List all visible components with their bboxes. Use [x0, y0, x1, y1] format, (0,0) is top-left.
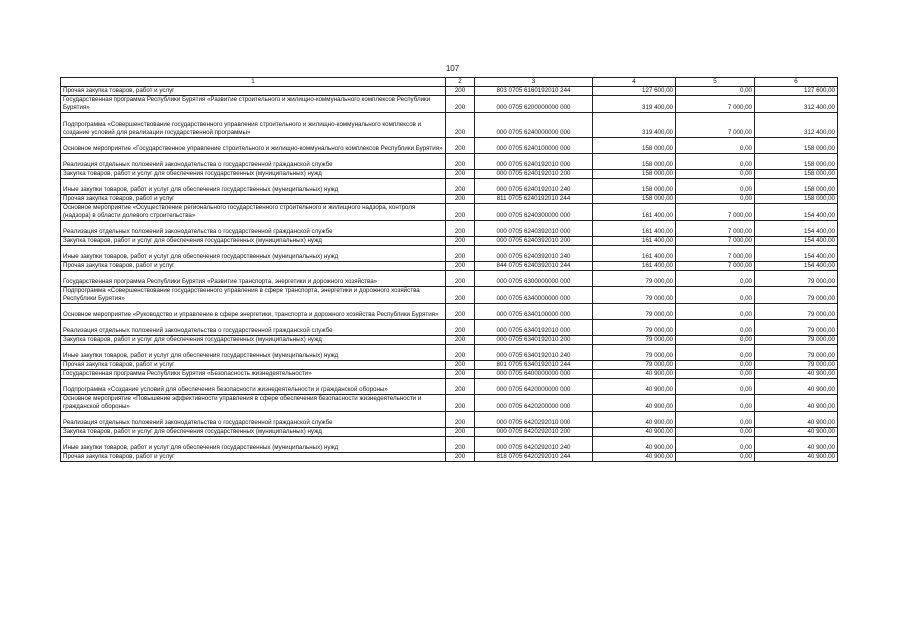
row-name-cell: Государственная программа Республики Бурятия «Развитие строительного и жилищно-коммунального комплексов Республики Бурятия»	[61, 96, 446, 113]
row-section-cell: 200	[446, 287, 475, 304]
row-total-cell: 154 400,00	[755, 237, 838, 246]
row-code-cell: 000 0705 6240192010 240	[475, 179, 593, 195]
row-section-cell: 200	[446, 138, 475, 154]
row-change-cell: 0,00	[676, 138, 755, 154]
row-amount-cell: 158 000,00	[593, 138, 676, 154]
row-name-cell: Прочая закупка товаров, работ и услуг	[61, 195, 446, 204]
row-section-cell: 200	[446, 195, 475, 204]
row-total-cell: 40 900,00	[755, 428, 838, 437]
row-total-cell: 79 000,00	[755, 304, 838, 320]
table-row	[61, 370, 838, 379]
table-row	[61, 428, 838, 437]
row-section-cell: 200	[446, 87, 475, 96]
row-code-cell: 000 0705 6400000000 000	[475, 370, 593, 379]
row-code-cell: 000 0705 6300000000 000	[475, 271, 593, 287]
row-code-cell: 000 0705 6420292010 200	[475, 428, 593, 437]
column-header-1: 1	[61, 78, 446, 87]
row-total-cell: 158 000,00	[755, 138, 838, 154]
row-amount-cell: 40 900,00	[593, 437, 676, 453]
row-change-cell: 0,00	[676, 428, 755, 437]
row-amount-cell: 79 000,00	[593, 287, 676, 304]
row-section-cell: 200	[446, 154, 475, 170]
row-change-cell: 0,00	[676, 345, 755, 361]
row-code-cell: 000 0705 6240300000 000	[475, 204, 593, 221]
row-code-cell: 000 0705 6240192010 000	[475, 154, 593, 170]
row-total-cell: 154 400,00	[755, 221, 838, 237]
page-number: 107	[445, 64, 460, 73]
table-row	[61, 138, 838, 154]
row-change-cell: 0,00	[676, 304, 755, 320]
row-section-cell: 200	[446, 320, 475, 336]
row-total-cell: 312 400,00	[755, 113, 838, 138]
row-amount-cell: 158 000,00	[593, 179, 676, 195]
row-code-cell: 000 0705 6340192010 200	[475, 336, 593, 345]
row-amount-cell: 161 400,00	[593, 237, 676, 246]
row-amount-cell: 158 000,00	[593, 154, 676, 170]
table-row	[61, 204, 838, 221]
row-amount-cell: 40 900,00	[593, 379, 676, 395]
row-section-cell: 200	[446, 204, 475, 221]
table-body	[61, 87, 838, 462]
row-name-cell: Государственная программа Республики Бурятия «Развитие транспорта, энергетики и дорожного хозяйства»	[61, 271, 446, 287]
row-amount-cell: 161 400,00	[593, 262, 676, 271]
row-amount-cell: 79 000,00	[593, 320, 676, 336]
row-name-cell: Иные закупки товаров, работ и услуг для обеспечения государственных (муниципальных) нужд	[61, 179, 446, 195]
row-change-cell: 0,00	[676, 287, 755, 304]
row-name-cell: Реализация отдельных положений законодательства о государственной гражданской службе	[61, 412, 446, 428]
row-code-cell: 000 0705 6340000000 000	[475, 287, 593, 304]
row-name-cell: Прочая закупка товаров, работ и услуг	[61, 262, 446, 271]
row-amount-cell: 319 400,00	[593, 96, 676, 113]
row-total-cell: 158 000,00	[755, 154, 838, 170]
row-amount-cell: 79 000,00	[593, 271, 676, 287]
row-total-cell: 40 900,00	[755, 379, 838, 395]
table-row	[61, 179, 838, 195]
row-name-cell: Закупка товаров, работ и услуг для обеспечения государственных (муниципальных) нужд	[61, 428, 446, 437]
row-code-cell: 000 0705 6420292010 240	[475, 437, 593, 453]
row-name-cell: Прочая закупка товаров, работ и услуг	[61, 361, 446, 370]
row-section-cell: 200	[446, 379, 475, 395]
row-name-cell: Иные закупки товаров, работ и услуг для обеспечения государственных (муниципальных) нужд	[61, 246, 446, 262]
row-amount-cell: 161 400,00	[593, 204, 676, 221]
row-amount-cell: 79 000,00	[593, 361, 676, 370]
row-change-cell: 0,00	[676, 361, 755, 370]
row-amount-cell: 158 000,00	[593, 195, 676, 204]
row-code-cell: 000 0705 6200000000 000	[475, 96, 593, 113]
row-name-cell: Основное мероприятие «Государственное управление строительного и жилищно-коммунального комплексов Республики Бурятия»	[61, 138, 446, 154]
table-row	[61, 87, 838, 96]
row-section-cell: 200	[446, 428, 475, 437]
row-total-cell: 127 600,00	[755, 87, 838, 96]
row-amount-cell: 40 900,00	[593, 428, 676, 437]
column-header-6: 6	[755, 78, 838, 87]
row-total-cell: 154 400,00	[755, 204, 838, 221]
row-amount-cell: 40 900,00	[593, 453, 676, 462]
row-total-cell: 79 000,00	[755, 320, 838, 336]
row-section-cell: 200	[446, 237, 475, 246]
row-section-cell: 200	[446, 395, 475, 412]
row-section-cell: 200	[446, 179, 475, 195]
row-change-cell: 0,00	[676, 320, 755, 336]
column-header-2: 2	[446, 78, 475, 87]
row-name-cell: Иные закупки товаров, работ и услуг для обеспечения государственных (муниципальных) нужд	[61, 437, 446, 453]
table-row	[61, 412, 838, 428]
table-row	[61, 336, 838, 345]
table-header-row	[61, 78, 838, 87]
row-section-cell: 200	[446, 271, 475, 287]
row-total-cell: 158 000,00	[755, 179, 838, 195]
row-name-cell: Иные закупки товаров, работ и услуг для обеспечения государственных (муниципальных) нужд	[61, 345, 446, 361]
row-change-cell: 0,00	[676, 437, 755, 453]
row-amount-cell: 127 600,00	[593, 87, 676, 96]
table-row	[61, 154, 838, 170]
row-section-cell: 200	[446, 262, 475, 271]
column-header-5: 5	[676, 78, 755, 87]
budget-table	[60, 77, 838, 462]
row-name-cell: Прочая закупка товаров, работ и услуг	[61, 87, 446, 96]
row-code-cell: 000 0705 6340192010 240	[475, 345, 593, 361]
row-change-cell: 0,00	[676, 395, 755, 412]
row-change-cell: 7 000,00	[676, 96, 755, 113]
table-row	[61, 320, 838, 336]
row-code-cell: 000 0705 6240000000 000	[475, 113, 593, 138]
row-name-cell: Закупка товаров, работ и услуг для обеспечения государственных (муниципальных) нужд	[61, 237, 446, 246]
row-code-cell: 818 0705 6420292010 244	[475, 453, 593, 462]
row-change-cell: 0,00	[676, 336, 755, 345]
row-name-cell: Подпрограмма «Совершенствование государственного управления в сфере транспорта, энергетики и дорожного хозяйства Республики Бурятия»	[61, 287, 446, 304]
table-row	[61, 379, 838, 395]
row-change-cell: 0,00	[676, 179, 755, 195]
row-section-cell: 200	[446, 361, 475, 370]
table-row	[61, 246, 838, 262]
row-change-cell: 0,00	[676, 87, 755, 96]
row-code-cell: 000 0705 6240192010 200	[475, 170, 593, 179]
row-name-cell: Подпрограмма «Создание условий для обеспечения безопасности жизнедеятельности и гражданской обороны»	[61, 379, 446, 395]
row-code-cell: 801 0705 6340192010 244	[475, 361, 593, 370]
row-amount-cell: 161 400,00	[593, 246, 676, 262]
row-code-cell: 844 0705 6240392010 244	[475, 262, 593, 271]
row-section-cell: 200	[446, 453, 475, 462]
row-name-cell: Основное мероприятие «Руководство и управление в сфере энергетики, транспорта и дорожного хозяйства Республики Бурятия»	[61, 304, 446, 320]
row-change-cell: 0,00	[676, 195, 755, 204]
row-section-cell: 200	[446, 370, 475, 379]
row-code-cell: 000 0705 6240392010 200	[475, 237, 593, 246]
row-name-cell: Государственная программа Республики Бурятия «Безопасность жизнедеятельности»	[61, 370, 446, 379]
table-row	[61, 437, 838, 453]
row-total-cell: 79 000,00	[755, 336, 838, 345]
table-row	[61, 345, 838, 361]
row-name-cell: Реализация отдельных положений законодательства о государственной гражданской службе	[61, 154, 446, 170]
row-total-cell: 79 000,00	[755, 345, 838, 361]
table-row	[61, 395, 838, 412]
row-section-cell: 200	[446, 221, 475, 237]
row-section-cell: 200	[446, 246, 475, 262]
row-amount-cell: 79 000,00	[593, 304, 676, 320]
row-amount-cell: 40 900,00	[593, 395, 676, 412]
row-code-cell: 000 0705 6240392010 240	[475, 246, 593, 262]
table-row	[61, 361, 838, 370]
row-code-cell: 803 0705 6160192010 244	[475, 87, 593, 96]
column-header-3: 3	[475, 78, 593, 87]
row-code-cell: 000 0705 6420292010 000	[475, 412, 593, 428]
row-code-cell: 000 0705 6340192010 000	[475, 320, 593, 336]
row-total-cell: 40 900,00	[755, 370, 838, 379]
row-amount-cell: 40 900,00	[593, 412, 676, 428]
row-change-cell: 0,00	[676, 453, 755, 462]
row-total-cell: 154 400,00	[755, 262, 838, 271]
row-change-cell: 0,00	[676, 370, 755, 379]
row-amount-cell: 161 400,00	[593, 221, 676, 237]
row-total-cell: 40 900,00	[755, 453, 838, 462]
row-amount-cell: 158 000,00	[593, 170, 676, 179]
row-section-cell: 200	[446, 96, 475, 113]
table-row	[61, 113, 838, 138]
table-row	[61, 262, 838, 271]
row-section-cell: 200	[446, 345, 475, 361]
table-row	[61, 287, 838, 304]
table-row	[61, 271, 838, 287]
row-change-cell: 7 000,00	[676, 113, 755, 138]
table-row	[61, 170, 838, 179]
row-name-cell: Основное мероприятие «Повышение эффективности управления в сфере обеспечения безопасности жизнедеятельности и гражданской обороны»	[61, 395, 446, 412]
row-change-cell: 0,00	[676, 271, 755, 287]
row-amount-cell: 40 900,00	[593, 370, 676, 379]
row-total-cell: 79 000,00	[755, 361, 838, 370]
table-row	[61, 237, 838, 246]
row-total-cell: 79 000,00	[755, 271, 838, 287]
row-code-cell: 000 0705 6420000000 000	[475, 379, 593, 395]
table-row	[61, 304, 838, 320]
row-amount-cell: 319 400,00	[593, 113, 676, 138]
row-code-cell: 000 0705 6240100000 000	[475, 138, 593, 154]
row-total-cell: 312 400,00	[755, 96, 838, 113]
row-total-cell: 40 900,00	[755, 437, 838, 453]
table-row	[61, 96, 838, 113]
row-change-cell: 7 000,00	[676, 237, 755, 246]
row-total-cell: 154 400,00	[755, 246, 838, 262]
row-section-cell: 200	[446, 336, 475, 345]
row-code-cell: 000 0705 6420200000 000	[475, 395, 593, 412]
row-name-cell: Закупка товаров, работ и услуг для обеспечения государственных (муниципальных) нужд	[61, 170, 446, 179]
row-change-cell: 0,00	[676, 379, 755, 395]
row-code-cell: 000 0705 6240392010 000	[475, 221, 593, 237]
row-amount-cell: 79 000,00	[593, 345, 676, 361]
row-total-cell: 40 900,00	[755, 412, 838, 428]
row-amount-cell: 79 000,00	[593, 336, 676, 345]
row-name-cell: Закупка товаров, работ и услуг для обеспечения государственных (муниципальных) нужд	[61, 336, 446, 345]
table-row	[61, 195, 838, 204]
row-section-cell: 200	[446, 113, 475, 138]
row-name-cell: Реализация отдельных положений законодательства о государственной гражданской службе	[61, 221, 446, 237]
row-section-cell: 200	[446, 170, 475, 179]
row-section-cell: 200	[446, 412, 475, 428]
row-section-cell: 200	[446, 437, 475, 453]
row-total-cell: 158 000,00	[755, 170, 838, 179]
row-change-cell: 7 000,00	[676, 204, 755, 221]
row-total-cell: 158 000,00	[755, 195, 838, 204]
column-header-4: 4	[593, 78, 676, 87]
row-section-cell: 200	[446, 304, 475, 320]
row-name-cell: Прочая закупка товаров, работ и услуг	[61, 453, 446, 462]
row-change-cell: 7 000,00	[676, 221, 755, 237]
row-change-cell: 7 000,00	[676, 262, 755, 271]
table-row	[61, 221, 838, 237]
row-total-cell: 79 000,00	[755, 287, 838, 304]
row-name-cell: Реализация отдельных положений законодательства о государственной гражданской службе	[61, 320, 446, 336]
row-name-cell: Подпрограмма «Совершенствование государственного управления строительного и жилищно-коммунального комплексов и создание условий для реализации государственной программы»	[61, 113, 446, 138]
table-row	[61, 453, 838, 462]
row-code-cell: 811 0705 6240192010 244	[475, 195, 593, 204]
row-change-cell: 7 000,00	[676, 246, 755, 262]
row-code-cell: 000 0705 6340100000 000	[475, 304, 593, 320]
row-change-cell: 0,00	[676, 170, 755, 179]
row-name-cell: Основное мероприятие «Осуществление регионального государственного строительного и жилищного надзора, контроля (надзора) в области долевого строительства»	[61, 204, 446, 221]
row-total-cell: 40 900,00	[755, 395, 838, 412]
row-change-cell: 0,00	[676, 412, 755, 428]
row-change-cell: 0,00	[676, 154, 755, 170]
